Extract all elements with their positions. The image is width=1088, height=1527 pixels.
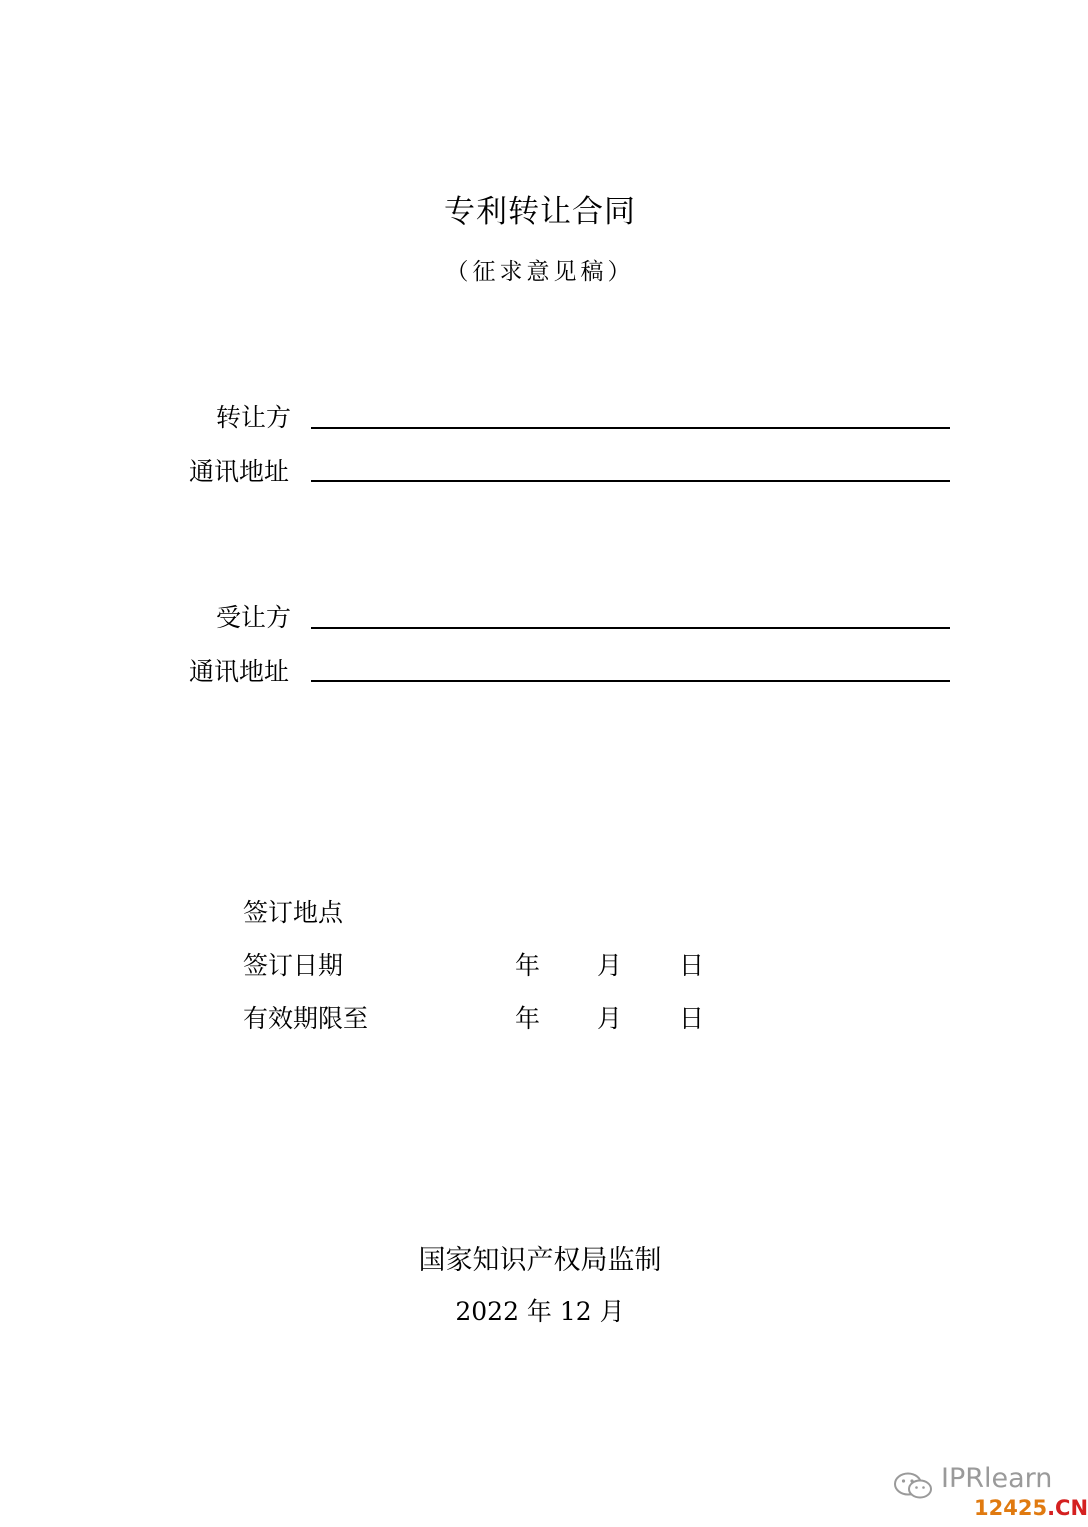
watermark-account: IPRlearn <box>941 1463 1053 1494</box>
assignee-label: 受让方 <box>216 603 292 632</box>
valid-until-day: 日 <box>679 1004 705 1033</box>
valid-until-month: 月 <box>597 1004 623 1033</box>
signing-date-year: 年 <box>515 951 541 980</box>
watermark-site-suffix: .CN <box>1047 1496 1088 1520</box>
issuer: 国家知识产权局监制 <box>418 1245 662 1276</box>
issue-date: 2022 年 12 月 <box>455 1297 625 1326</box>
valid-until-label: 有效期限至 <box>243 1004 369 1033</box>
assignee-address-label: 通讯地址 <box>189 657 290 686</box>
valid-until-year: 年 <box>515 1004 541 1033</box>
document-subtitle: （征求意见稿） <box>445 259 635 285</box>
assignee-address-line[interactable] <box>311 680 950 682</box>
assignor-name-line[interactable] <box>311 427 950 429</box>
signing-date-day: 日 <box>679 951 705 980</box>
document-title: 专利转让合同 <box>444 194 636 230</box>
assignor-label: 转让方 <box>216 403 292 432</box>
assignee-name-line[interactable] <box>311 627 950 629</box>
signing-date-month: 月 <box>597 951 623 980</box>
watermark-site <box>974 1496 1088 1520</box>
wechat-icon <box>893 1471 935 1501</box>
signing-date-label: 签订日期 <box>243 951 344 980</box>
assignor-address-label: 通讯地址 <box>189 457 290 486</box>
assignor-address-line[interactable] <box>311 480 950 482</box>
watermark-site-digits: 12425 <box>974 1496 1048 1520</box>
signing-place-label: 签订地点 <box>243 898 344 927</box>
